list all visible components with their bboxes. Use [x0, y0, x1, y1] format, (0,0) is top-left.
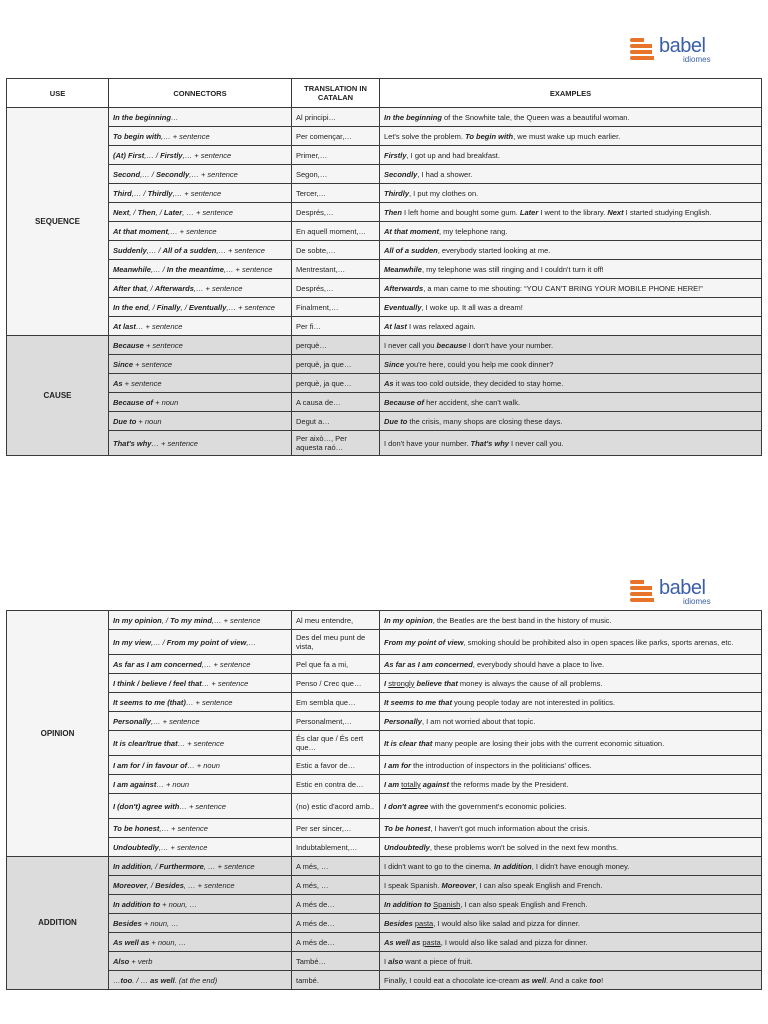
table-row: [7, 712, 762, 731]
example-cell: I also want a piece of fruit.: [380, 952, 762, 971]
translation-cell: Mentrestant,…: [292, 260, 380, 279]
translation-cell: Tercer,…: [292, 184, 380, 203]
example-cell: From my point of view, smoking should be prohibited also in open spaces like parks, sports arenas, etc.: [380, 630, 762, 655]
table-row: [7, 184, 762, 203]
translation-cell: A més, …: [292, 876, 380, 895]
connector-cell: I am for / in favour of… + noun: [109, 756, 292, 775]
logo-icon: [630, 38, 656, 62]
table-row: [7, 431, 762, 456]
table-row: [7, 127, 762, 146]
table-row: [7, 895, 762, 914]
example-cell: Afterwards, a man came to me shouting: “YOU CAN'T BRING YOUR MOBILE PHONE HERE!”: [380, 279, 762, 298]
use-category: CAUSE: [7, 336, 109, 456]
translation-cell: Per ser sincer,…: [292, 819, 380, 838]
translation-cell: Per començar,…: [292, 127, 380, 146]
connector-cell: Meanwhile,… / In the meantime,… + sentence: [109, 260, 292, 279]
table-row: [7, 731, 762, 756]
connector-cell: At last… + sentence: [109, 317, 292, 336]
translation-cell: Degut a…: [292, 412, 380, 431]
connector-cell: Second,… / Secondly,… + sentence: [109, 165, 292, 184]
brand-logo-bottom: [630, 578, 711, 606]
translation-cell: Per fi…: [292, 317, 380, 336]
header-connectors: CONNECTORS: [109, 79, 292, 108]
example-cell: As far as I am concerned, everybody should have a place to live.: [380, 655, 762, 674]
connector-cell: Next, / Then, / Later, … + sentence: [109, 203, 292, 222]
translation-cell: Primer,…: [292, 146, 380, 165]
connectors-table-2: [6, 610, 762, 990]
example-cell: I strongly believe that money is always the cause of all problems.: [380, 674, 762, 693]
table-row: [7, 393, 762, 412]
table-row: [7, 108, 762, 127]
table-row: [7, 279, 762, 298]
connector-cell: Suddenly,… / All of a sudden,… + sentence: [109, 241, 292, 260]
table-row: [7, 756, 762, 775]
example-cell: Thirdly, I put my clothes on.: [380, 184, 762, 203]
example-cell: Eventually, I woke up. It all was a dream!: [380, 298, 762, 317]
example-cell: Personally, I am not worried about that topic.: [380, 712, 762, 731]
translation-cell: A més de…: [292, 933, 380, 952]
translation-cell: perquè, ja que…: [292, 374, 380, 393]
example-cell: Then I left home and bought some gum. Later I went to the library. Next I started studying English.: [380, 203, 762, 222]
example-cell: At that moment, my telephone rang.: [380, 222, 762, 241]
table-row: [7, 260, 762, 279]
connector-cell: (At) First,… / Firstly,… + sentence: [109, 146, 292, 165]
connector-cell: To begin with,… + sentence: [109, 127, 292, 146]
table-row: [7, 298, 762, 317]
translation-cell: A més, …: [292, 857, 380, 876]
example-cell: Besides pasta, I would also like salad and pizza for dinner.: [380, 914, 762, 933]
example-cell: Undoubtedly, these problems won't be solved in the next few months.: [380, 838, 762, 857]
table-row: [7, 775, 762, 794]
connector-cell: …too. / … as well. (at the end): [109, 971, 292, 990]
translation-cell: De sobte,…: [292, 241, 380, 260]
connector-cell: Also + verb: [109, 952, 292, 971]
translation-cell: Estic en contra de…: [292, 775, 380, 794]
logo-icon: [630, 580, 656, 604]
example-cell: In my opinion, the Beatles are the best band in the history of music.: [380, 611, 762, 630]
translation-cell: Personalment,…: [292, 712, 380, 731]
connector-cell: I (don't) agree with… + sentence: [109, 794, 292, 819]
connector-cell: Because of + noun: [109, 393, 292, 412]
connector-cell: Besides + noun, …: [109, 914, 292, 933]
table-row: [7, 857, 762, 876]
translation-cell: Per això…, Per aquesta raó…: [292, 431, 380, 456]
connector-cell: It seems to me (that)… + sentence: [109, 693, 292, 712]
translation-cell: també.: [292, 971, 380, 990]
connector-cell: As well as + noun, …: [109, 933, 292, 952]
example-cell: Secondly, I had a shower.: [380, 165, 762, 184]
translation-cell: (no) estic d'acord amb..: [292, 794, 380, 819]
example-cell: It seems to me that young people today are not interested in politics.: [380, 693, 762, 712]
connector-cell: Because + sentence: [109, 336, 292, 355]
table-row: [7, 819, 762, 838]
connector-cell: In my view,… / From my point of view,…: [109, 630, 292, 655]
example-cell: In the beginning of the Snowhite tale, the Queen was a beautiful woman.: [380, 108, 762, 127]
connectors-table-1: [6, 78, 762, 456]
table-row: [7, 336, 762, 355]
connector-cell: It is clear/true that… + sentence: [109, 731, 292, 756]
header-use: USE: [7, 79, 109, 108]
connector-cell: To be honest,… + sentence: [109, 819, 292, 838]
connector-cell: Moreover, / Besides, … + sentence: [109, 876, 292, 895]
translation-cell: És clar que / És cert que…: [292, 731, 380, 756]
connector-cell: As far as I am concerned,… + sentence: [109, 655, 292, 674]
table-row: [7, 914, 762, 933]
translation-cell: Després,…: [292, 279, 380, 298]
translation-cell: Estic a favor de…: [292, 756, 380, 775]
table-row: [7, 611, 762, 630]
table-row: [7, 317, 762, 336]
table-row: [7, 655, 762, 674]
connector-cell: Due to + noun: [109, 412, 292, 431]
example-cell: Because of her accident, she can't walk.: [380, 393, 762, 412]
translation-cell: A més de…: [292, 914, 380, 933]
example-cell: All of a sudden, everybody started looking at me.: [380, 241, 762, 260]
table-row: [7, 222, 762, 241]
example-cell: I don't have your number. That's why I never call you.: [380, 431, 762, 456]
translation-cell: En aquell moment,…: [292, 222, 380, 241]
table-row: [7, 952, 762, 971]
example-cell: In addition to Spanish, I can also speak English and French.: [380, 895, 762, 914]
translation-cell: A causa de…: [292, 393, 380, 412]
example-cell: I don't agree with the government's economic policies.: [380, 794, 762, 819]
translation-cell: També…: [292, 952, 380, 971]
brand-sub: idiomes: [683, 597, 711, 606]
brand-name: babel: [659, 35, 706, 57]
table-row: [7, 838, 762, 857]
connector-cell: I am against… + noun: [109, 775, 292, 794]
connector-cell: In addition, / Furthermore, … + sentence: [109, 857, 292, 876]
connector-cell: That's why… + sentence: [109, 431, 292, 456]
example-cell: Due to the crisis, many shops are closing these days.: [380, 412, 762, 431]
connector-cell: In the beginning…: [109, 108, 292, 127]
header-examples: EXAMPLES: [380, 79, 762, 108]
connector-cell: As + sentence: [109, 374, 292, 393]
table-row: [7, 933, 762, 952]
translation-cell: A més de…: [292, 895, 380, 914]
connector-cell: In my opinion, / To my mind,… + sentence: [109, 611, 292, 630]
example-cell: Meanwhile, my telephone was still ringing and I couldn't turn it off!: [380, 260, 762, 279]
brand-logo-top: [630, 36, 711, 64]
connector-cell: After that, / Afterwards,… + sentence: [109, 279, 292, 298]
translation-cell: Finalment,…: [292, 298, 380, 317]
table-row: [7, 693, 762, 712]
table-row: [7, 794, 762, 819]
connector-cell: I think / believe / feel that… + sentence: [109, 674, 292, 693]
connector-cell: In the end, / Finally, / Eventually,… + sentence: [109, 298, 292, 317]
example-cell: I am for the introduction of inspectors in the politicians' offices.: [380, 756, 762, 775]
example-cell: I never call you because I don't have your number.: [380, 336, 762, 355]
table-row: [7, 876, 762, 895]
translation-cell: Al principi…: [292, 108, 380, 127]
table-row: [7, 674, 762, 693]
example-cell: Finally, I could eat a chocolate ice-cream as well. And a cake too!: [380, 971, 762, 990]
example-cell: At last I was relaxed again.: [380, 317, 762, 336]
connector-cell: Undoubtedly,… + sentence: [109, 838, 292, 857]
translation-cell: Em sembla que…: [292, 693, 380, 712]
connector-cell: In addition to + noun, …: [109, 895, 292, 914]
example-cell: Since you're here, could you help me cook dinner?: [380, 355, 762, 374]
example-cell: Firstly, I got up and had breakfast.: [380, 146, 762, 165]
brand-name: babel: [659, 577, 706, 599]
translation-cell: perquè…: [292, 336, 380, 355]
example-cell: Let's solve the problem. To begin with, we must wake up much earlier.: [380, 127, 762, 146]
table-row: [7, 203, 762, 222]
header-translation: TRANSLATION IN CATALAN: [292, 79, 380, 108]
translation-cell: Pel que fa a mi,: [292, 655, 380, 674]
translation-cell: Després,…: [292, 203, 380, 222]
translation-cell: Al meu entendre,: [292, 611, 380, 630]
translation-cell: perquè, ja que…: [292, 355, 380, 374]
translation-cell: Des del meu punt de vista,: [292, 630, 380, 655]
example-cell: To be honest, I haven't got much information about the crisis.: [380, 819, 762, 838]
example-cell: It is clear that many people are losing their jobs with the current economic situation.: [380, 731, 762, 756]
table-row: [7, 165, 762, 184]
use-category: SEQUENCE: [7, 108, 109, 336]
use-category: ADDITION: [7, 857, 109, 990]
connector-cell: Personally,… + sentence: [109, 712, 292, 731]
example-cell: I speak Spanish. Moreover, I can also speak English and French.: [380, 876, 762, 895]
connector-cell: At that moment,… + sentence: [109, 222, 292, 241]
translation-cell: Segon,…: [292, 165, 380, 184]
table-row: [7, 412, 762, 431]
table-row: [7, 374, 762, 393]
connector-cell: Since + sentence: [109, 355, 292, 374]
table-row: [7, 355, 762, 374]
example-cell: As well as pasta, I would also like salad and pizza for dinner.: [380, 933, 762, 952]
example-cell: As it was too cold outside, they decided to stay home.: [380, 374, 762, 393]
use-category: OPINION: [7, 611, 109, 857]
translation-cell: Indubtablement,…: [292, 838, 380, 857]
brand-sub: idiomes: [683, 55, 711, 64]
example-cell: I didn't want to go to the cinema. In addition, I didn't have enough money.: [380, 857, 762, 876]
connector-cell: Third,… / Thirdly,… + sentence: [109, 184, 292, 203]
table-row: [7, 241, 762, 260]
table-row: [7, 146, 762, 165]
table-row: [7, 971, 762, 990]
table-row: [7, 630, 762, 655]
example-cell: I am totally against the reforms made by the President.: [380, 775, 762, 794]
translation-cell: Penso / Crec que…: [292, 674, 380, 693]
